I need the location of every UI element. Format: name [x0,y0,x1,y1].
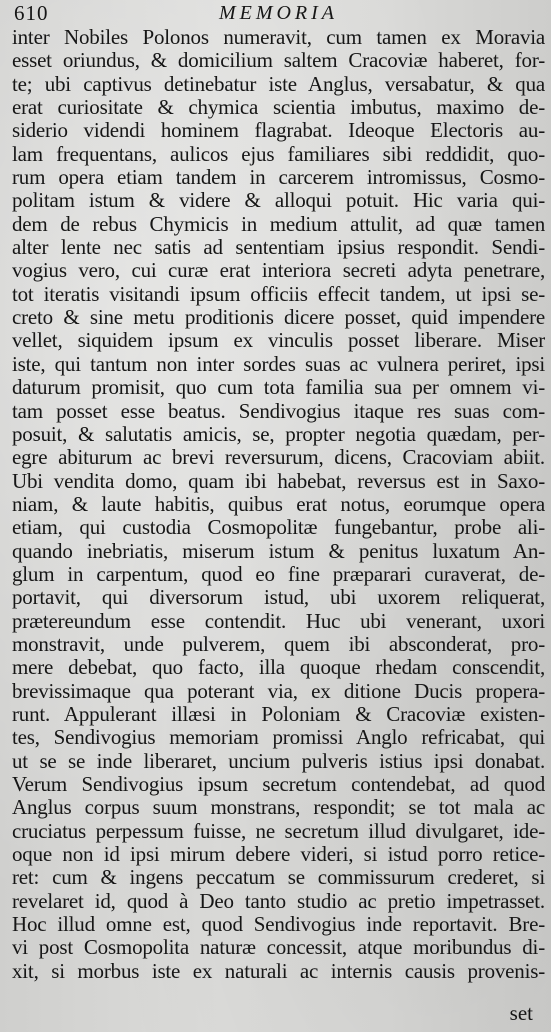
text-line: ret: cum & ingens peccatum se commissurum crederet, si [12,866,545,890]
text-line: prætereundum esse contendit. Huc ubi venerant, uxori [12,609,545,633]
text-line: egre abiturum ac brevi reversurum, dicens, Cracoviam abiit. [12,446,545,470]
text-line: tam posset esse beatus. Sendivogius itaque res suas com- [12,399,545,423]
text-line: mere debebat, quo facto, illa quoque rhedam conscendit, [12,656,545,680]
text-line: siderio videndi hominem flagrabat. Ideoque Electoris au- [12,119,545,143]
text-line: runt. Appulerant illæsi in Poloniam & Cracoviæ existen- [12,702,545,726]
text-line: tes, Sendivogius memoriam promissi Anglo refricabat, qui [12,726,545,750]
running-title: MEMORIA [218,2,339,24]
text-line: glum in carpentum, quod eo fine præparari curaverat, de- [12,562,545,586]
text-line: creto & sine metu proditionis dicere posset, quid impendere [12,306,545,330]
text-line: revelaret id, quod à Deo tanto studio ac pretio impetrasset. [12,889,545,913]
text-line: dem de rebus Chymicis in medium attulit, ad quæ tamen [12,212,545,236]
text-line: esset oriundus, & domicilium saltem Cracoviæ haberet, for- [12,49,545,73]
text-line: iste, qui tantum non inter sordes suas ac vulnera periret, ipsi [12,352,545,376]
text-line: brevissimaque qua poterant via, ex ditione Ducis propera- [12,679,545,703]
text-line: vogius vero, cui curæ erat interiora secreti adyta penetrare, [12,259,545,283]
text-line: Verum Sendivogius ipsum secretum contendebat, ad quod [12,773,545,796]
text-line: niam, & laute habitis, quibus erat notus, eorumque opera [12,492,545,516]
catchword: set [509,1001,533,1025]
page-number: 610 [14,1,49,25]
text-line: quando inebriatis, miserum istum & penitus luxatum An- [12,539,545,563]
text-line: politam istum & videre & alloqui potuit. Hic varia qui- [12,189,545,213]
text-line: te; ubi captivus detinebatur iste Anglus, versabatur, & qua [12,72,545,96]
text-line: ut se se inde liberaret, uncium pulveris istius ipsi donabat. [12,749,545,773]
text-line: posuit, & salutatis amicis, se, propter negotia quædam, per- [12,422,545,446]
text-line: vi post Cosmopolita naturæ concessit, atque moribundus di- [12,936,545,960]
text-line: cruciatus perpessum fuisse, ne secretum illud divulgaret, ide- [12,819,545,843]
text-line: Ubi vendita domo, quam ibi habebat, reversus est in Saxo- [12,469,545,493]
text-line: oque non id ipsi mirum debere videri, si istud porro retice- [12,843,545,867]
text-line: Hoc illud omne est, quod Sendivogius inde reportavit. Bre- [12,913,545,937]
text-line: monstravit, unde pulverem, quem ibi absconderat, pro- [12,632,545,656]
text-line: inter Nobiles Polonos numeravit, cum tamen ex Moravia [12,26,545,49]
text-line: erat curiositate & chymica scientia imbutus, maximo de- [12,96,545,120]
body-text [12,26,545,983]
text-line: etiam, qui custodia Cosmopolitæ fungebantur, probe ali- [12,516,545,540]
text-line: portavit, qui diversorum istud, ubi uxorem reliquerat, [12,586,545,610]
running-head [12,0,545,26]
text-line: daturum promisit, quo cum tota familia sua per omnem vi- [12,376,545,400]
text-line: alter lente nec satis ad sententiam ipsius respondit. Sendi- [12,236,545,260]
text-line: xit, si morbus iste ex naturali ac internis causis provenis- [12,959,545,983]
text-line: tot iteratis visitandi ipsum officiis effecit tandem, ut ipsi se- [12,282,545,306]
text-line: Anglus corpus suum monstrans, respondit; se tot mala ac [12,796,545,820]
text-line: rum opera etiam tandem in carcerem intromissus, Cosmo- [12,166,545,190]
text-line: lam frequentans, aulicos ejus familiares sibi reddidit, quo- [12,142,545,166]
text-line: vellet, siquidem ipsum ex vinculis posset liberare. Miser [12,329,545,353]
